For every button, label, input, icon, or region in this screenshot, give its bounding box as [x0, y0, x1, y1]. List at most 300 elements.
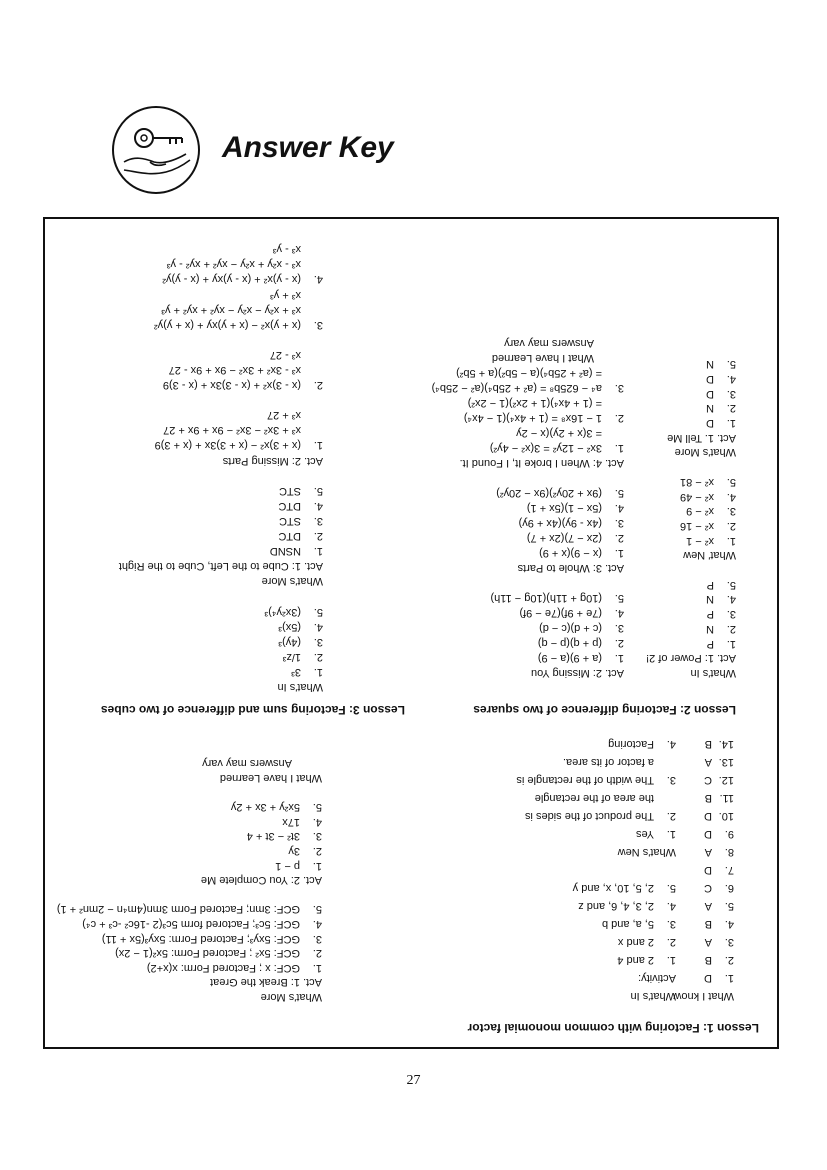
item-number: 1. [313, 545, 323, 558]
item-text: x² − 1 [686, 534, 714, 547]
item-number: 1. [666, 828, 676, 840]
page-number: 27 [406, 1073, 421, 1088]
item-number: 8. [724, 846, 734, 858]
item-text: What's New [617, 846, 676, 858]
item-number: 4. [312, 815, 322, 828]
item-number: 9. [724, 828, 734, 840]
answer-item [119, 543, 323, 558]
answer-item [57, 800, 322, 815]
item-number: 4. [666, 900, 676, 912]
item-number: 5. [726, 475, 736, 488]
item-text: A [704, 756, 712, 768]
item-text: What's More [261, 575, 323, 588]
section-label [57, 873, 322, 888]
item-number: 4. [726, 372, 736, 385]
answer-item [57, 814, 322, 829]
item-text: B [704, 954, 712, 966]
item-text: (4y)³ [278, 635, 301, 648]
item-text: 3³ [291, 665, 301, 678]
item-text: STC [279, 514, 301, 527]
section-label [119, 558, 323, 573]
item-number: 4. [614, 607, 624, 619]
item-text: Act. 1: Power of 2! [646, 652, 736, 665]
page-title: Answer Key [222, 131, 394, 164]
section-label [432, 335, 624, 350]
item-text: What's More [260, 991, 322, 1003]
item-text: = (1 + 4x⁴)(1 + 2x²)(1 − 2x²) [467, 397, 602, 409]
item-text: GCF: x ; Factored Form: x(x+2) [146, 961, 300, 974]
item-text: What's More [674, 446, 736, 459]
answer-item [119, 649, 323, 664]
item-number: 6. [724, 882, 734, 894]
answer-item [646, 577, 736, 592]
answer-item [119, 317, 323, 332]
answer-item [516, 789, 676, 807]
answer-item [646, 371, 736, 386]
answer-item [119, 271, 323, 286]
item-number [301, 286, 323, 301]
item-number [301, 407, 323, 422]
item-text: Act. 4: When I broke It, I Found It. [459, 457, 624, 469]
section-label [646, 548, 736, 563]
item-number: 1. [726, 417, 736, 430]
item-number [301, 347, 323, 362]
answer-item [119, 603, 323, 618]
answer-item [57, 960, 322, 975]
item-number: 3. [313, 635, 323, 648]
item-text: 2 and x [617, 936, 654, 948]
item-text: What's In [690, 667, 736, 679]
item-number [602, 365, 624, 380]
item-number: 4. [313, 499, 323, 512]
item-number [654, 753, 676, 771]
item-number: 3. [726, 608, 736, 621]
item-text: (x + 3)x² − (x + 3)3x + (x + 3)9 [154, 439, 301, 452]
item-text: What I have Learned [491, 352, 594, 364]
item-text: (x − 9)(x + 9) [539, 547, 602, 559]
section-label [516, 987, 676, 1005]
answer-key-box [43, 217, 779, 1049]
answer-item [516, 951, 676, 969]
item-text: x³ - 3x² + 3x² − 9x + 9x - 27 [168, 364, 301, 377]
item-text: (x + y)x² − (x + y)xy + (x + y)y² [154, 318, 301, 331]
answer-item [673, 789, 734, 807]
item-text: Yes [636, 828, 654, 840]
answer-item [432, 620, 624, 635]
answer-item [119, 498, 323, 513]
item-number: 2. [726, 519, 736, 532]
answer-item [119, 302, 323, 317]
answer-item [119, 256, 323, 271]
item-text: What' New [683, 549, 736, 562]
answer-item [432, 395, 624, 410]
answer-item [646, 401, 736, 416]
item-text: N [706, 622, 714, 635]
answer-item [432, 515, 624, 530]
answer-item [432, 545, 624, 560]
item-number: 5. [313, 484, 323, 497]
item-text: DTC [278, 530, 301, 543]
item-number: 5. [726, 358, 736, 371]
item-number [301, 241, 323, 256]
item-text: D [706, 387, 714, 400]
lesson-1-whats-more [57, 756, 322, 1004]
answer-item [673, 897, 734, 915]
item-number: 7. [724, 864, 734, 876]
item-text: D [706, 417, 714, 430]
answer-item [673, 825, 734, 843]
item-text: Act. 2: Missing You [531, 667, 624, 679]
item-text: 3x² − 12y² = 3(x² − 4y²) [489, 442, 602, 454]
answer-item [57, 858, 322, 873]
answer-item [516, 933, 676, 951]
item-text: (a + 9)(a − 9) [537, 652, 602, 664]
answer-item [646, 621, 736, 636]
item-text: Act. 1: Break the Great [210, 976, 322, 989]
answer-item [119, 483, 323, 498]
item-text: (x - 3)x² + (x - 3)3x + (x - 3)9 [162, 379, 301, 392]
answer-item [516, 735, 676, 753]
answer-item [516, 753, 676, 771]
section-label [57, 771, 322, 786]
answer-item [646, 415, 736, 430]
item-number: 2. [312, 845, 322, 858]
blank-line [646, 459, 736, 474]
item-text: 5, a, and b [602, 918, 654, 930]
answer-item [119, 422, 323, 437]
answer-item [673, 753, 734, 771]
section-label [646, 445, 736, 460]
item-text: (c + d)(c − d) [539, 622, 602, 634]
item-number: 1. [666, 954, 676, 966]
item-number: 4. [313, 620, 323, 633]
item-text: N [706, 593, 714, 606]
item-number [602, 425, 624, 440]
item-text: GCF: 3mn; Factored Form 3mn(4m⁴n − 2mn² + 1) [56, 903, 300, 916]
answer-item [119, 407, 323, 422]
item-text: 2 and 4 [617, 954, 654, 966]
answer-item [673, 771, 734, 789]
answer-item [432, 530, 624, 545]
item-text: What's In [277, 681, 323, 693]
answer-item [57, 916, 322, 931]
answer-item [119, 664, 323, 679]
item-text: 1/z³ [282, 650, 301, 663]
item-number: 4. [614, 502, 624, 514]
item-text: x³ + x²y − x²y − xy² + xy² + y³ [161, 303, 301, 316]
lesson-3-heading: Lesson 3: Factoring sum and difference of two cubes [100, 703, 405, 717]
item-text: p − 1 [275, 859, 300, 872]
answer-item [646, 489, 736, 504]
item-text: x² − 16 [680, 519, 714, 532]
item-text: D [704, 810, 712, 822]
item-number: 1. [313, 665, 323, 678]
item-number: 3. [614, 382, 624, 394]
item-text: Act. 3: Whole to Parts [517, 562, 624, 574]
item-text: What I have Learned [219, 772, 322, 785]
answer-item [516, 825, 676, 843]
item-text: x³ - x²y + x²y − xy² + xy² - y³ [166, 258, 301, 271]
answer-item [57, 843, 322, 858]
item-text: GCF: 5x² ; Factored Form: 5x²(1 − 2x) [115, 947, 300, 960]
answer-item [119, 377, 323, 392]
section-label [432, 560, 624, 575]
item-text: 1 − 16x⁸ = (1 + 4x⁴)(1 − 4x⁴) [463, 412, 602, 424]
answer-item [432, 590, 624, 605]
answer-item [119, 619, 323, 634]
item-number: 3. [726, 387, 736, 400]
item-text: C [704, 774, 712, 786]
item-number: 4. [313, 273, 323, 286]
item-text: the area of the rectangle [534, 792, 654, 804]
item-text: a⁴ − 625b⁸ = (a² + 25b⁴)(a² − 25b⁴) [431, 382, 602, 394]
item-text: P [706, 608, 714, 621]
section-label [119, 679, 323, 694]
item-text: (2x − 7)(2x + 7) [526, 532, 602, 544]
item-text: x³ - y³ [272, 243, 301, 256]
item-number: 2. [614, 637, 624, 649]
item-number: 5. [726, 578, 736, 591]
item-number: 3. [614, 517, 624, 529]
blank-line [119, 468, 323, 483]
item-text: The width of the rectangle is [516, 774, 654, 786]
answer-item [673, 735, 734, 753]
section-label [516, 969, 676, 987]
section-label [432, 350, 624, 365]
item-number: 1. [726, 534, 736, 547]
lesson-2-heading: Lesson 2: Factoring difference of two squares [473, 703, 736, 717]
answer-item [673, 861, 734, 879]
answer-item [516, 807, 676, 825]
answer-item [646, 518, 736, 533]
item-text: (9x + 20y²)(9x − 20y²) [496, 487, 602, 499]
item-text: Act. 1: Cube to the Left, Cube to the Right [118, 560, 323, 573]
item-text: (x - y)x² + (x - y)xy + (x - y)y² [162, 273, 301, 286]
item-text: x² − 49 [680, 490, 714, 503]
item-number: 1. [614, 442, 624, 454]
answer-item [646, 636, 736, 651]
answer-item [119, 241, 323, 256]
item-number: 2. [313, 530, 323, 543]
section-label [516, 843, 676, 861]
item-text: GCF: 5c³; Factored form 5c³(2 -16c² -c³ + c⁴) [82, 918, 300, 931]
answer-item [673, 879, 734, 897]
item-text: D [704, 828, 712, 840]
item-number: 4. [726, 490, 736, 503]
answer-item [57, 946, 322, 961]
item-number: 3. [614, 622, 624, 634]
item-text: Act. 2: Missing Parts [222, 454, 323, 467]
item-text: = (a² + 25b⁴)(a − 5b²)(a + 5b²) [456, 367, 602, 379]
item-number: 3. [312, 932, 322, 945]
answer-item [516, 771, 676, 789]
section-label [119, 453, 323, 468]
item-number: 1. [312, 859, 322, 872]
item-text: NSND [269, 545, 301, 558]
item-text: x² − 9 [686, 505, 714, 518]
item-text: x³ + y³ [270, 288, 301, 301]
answer-item [119, 513, 323, 528]
item-number: 11. [719, 792, 734, 804]
item-number: 1. [614, 547, 624, 559]
item-number: 3. [666, 774, 676, 786]
item-number [301, 302, 323, 317]
item-text: x³ - 27 [269, 348, 301, 361]
item-number: 1. [614, 652, 624, 664]
item-number: 5. [614, 592, 624, 604]
answer-item [119, 362, 323, 377]
item-number: 2. [726, 402, 736, 415]
answer-item [673, 843, 734, 861]
item-text: C [704, 882, 712, 894]
lesson-2-whats-in [646, 357, 736, 680]
section-label [646, 665, 736, 680]
item-number: 1. [313, 439, 323, 452]
item-text: STC [279, 484, 301, 497]
key-in-hand-icon [110, 104, 202, 196]
lesson-1-heading: Lesson 1: Factoring with common monomial factor [467, 1021, 759, 1035]
item-number: 14. [718, 738, 734, 750]
section-label [646, 651, 736, 666]
item-text: B [704, 792, 712, 804]
item-text: N [706, 358, 714, 371]
item-text: (3x²y⁴)³ [264, 605, 301, 618]
section-label [673, 987, 734, 1005]
item-text: 17x [282, 815, 300, 828]
blank-line [119, 392, 323, 407]
item-number: 13. [718, 756, 734, 768]
answer-item [119, 528, 323, 543]
item-number [301, 362, 323, 377]
item-text: a factor of its area. [562, 756, 654, 768]
blank-line [432, 470, 624, 485]
answer-item [646, 386, 736, 401]
answer-item [673, 969, 734, 987]
item-number: 2. [313, 650, 323, 663]
item-number: 5. [312, 903, 322, 916]
item-text: Act. 2: You Complete Me [200, 874, 322, 887]
blank-line [432, 575, 624, 590]
blank-line [119, 332, 323, 347]
item-number: 3. [666, 918, 676, 930]
item-number [301, 256, 323, 271]
answer-item [646, 474, 736, 489]
item-text: 2, 3, 4, 6, and z [578, 900, 654, 912]
item-number: 5. [313, 605, 323, 618]
answer-item [432, 605, 624, 620]
lesson-2-activities [432, 335, 624, 680]
item-text: (7e + 9f)(7e − 9f) [519, 607, 602, 619]
item-text: 2, 5, 10, x, and y [572, 882, 654, 894]
item-text: = 3(x + 2y)(x − 2y [516, 427, 602, 439]
item-text: 5x²y + 3x + 2y [230, 801, 300, 814]
blank-line [646, 562, 736, 577]
answer-item [646, 357, 736, 372]
answer-item [516, 915, 676, 933]
item-text: What I know [673, 990, 734, 1002]
answer-item [119, 347, 323, 362]
rotated-content [45, 219, 777, 1047]
item-number: 5. [666, 882, 676, 894]
item-number: 4. [724, 918, 734, 930]
item-text: GCF: 5xy³; Factored Form: 5xy³(5x + 11) [101, 932, 300, 945]
item-text: (10g + 11h)(10g − 11h) [490, 592, 602, 604]
item-text: What's In [630, 990, 676, 1002]
answer-item [119, 634, 323, 649]
item-number: 1. [312, 961, 322, 974]
item-number: 3. [313, 318, 323, 331]
item-number: 4. [666, 738, 676, 750]
section-label [119, 573, 323, 588]
blank-line [119, 588, 323, 603]
item-text: D [704, 972, 712, 984]
item-text: (5x)³ [278, 620, 301, 633]
answer-item [516, 879, 676, 897]
item-number: 1. [726, 637, 736, 650]
answer-item [119, 286, 323, 301]
lesson-1-what-i-know [673, 735, 734, 1005]
section-label [432, 665, 624, 680]
item-text: A [704, 936, 712, 948]
answer-item [57, 902, 322, 917]
item-text: P [706, 637, 714, 650]
item-number [301, 422, 323, 437]
item-text: Answers may vary [504, 337, 594, 349]
answer-item [432, 380, 624, 395]
item-number: 3. [312, 830, 322, 843]
answer-item [432, 365, 624, 380]
section-label [432, 455, 624, 470]
item-text: B [704, 738, 712, 750]
answer-item [646, 533, 736, 548]
answer-item [646, 592, 736, 607]
item-text: 3t² − 3t + 4 [246, 830, 300, 843]
item-number: 5. [614, 487, 624, 499]
lesson-1-whats-in [516, 735, 676, 1005]
item-number: 2. [666, 936, 676, 948]
item-text: Act. 1. Tell Me [667, 431, 736, 444]
item-text: B [704, 918, 712, 930]
item-text: D [706, 372, 714, 385]
item-number: 3. [313, 514, 323, 527]
section-label [57, 989, 322, 1004]
item-number: 2. [312, 947, 322, 960]
item-text: Factoring [608, 738, 654, 750]
item-number: 2. [614, 532, 624, 544]
answer-item [516, 897, 676, 915]
item-number: 3. [726, 505, 736, 518]
item-text: The product of the sides is [524, 810, 654, 822]
item-text: x³ + 3x² − 3x² − 9x + 9x + 27 [163, 424, 301, 437]
item-text: N [706, 402, 714, 415]
item-text: DTC [278, 499, 301, 512]
answer-item [673, 807, 734, 825]
answer-item [432, 485, 624, 500]
item-text: D [704, 864, 712, 876]
item-number [654, 789, 676, 807]
item-text: Activity: [638, 972, 676, 984]
answer-item [432, 410, 624, 425]
item-number: 1. [724, 972, 734, 984]
item-text: (p + q)(p − q) [537, 637, 602, 649]
item-number: 10. [718, 810, 734, 822]
item-text: A [704, 846, 712, 858]
answer-item [673, 915, 734, 933]
item-text: Answers may vary [202, 757, 292, 770]
lesson-3-column [119, 241, 323, 694]
answer-item [432, 650, 624, 665]
item-number: 5. [724, 900, 734, 912]
